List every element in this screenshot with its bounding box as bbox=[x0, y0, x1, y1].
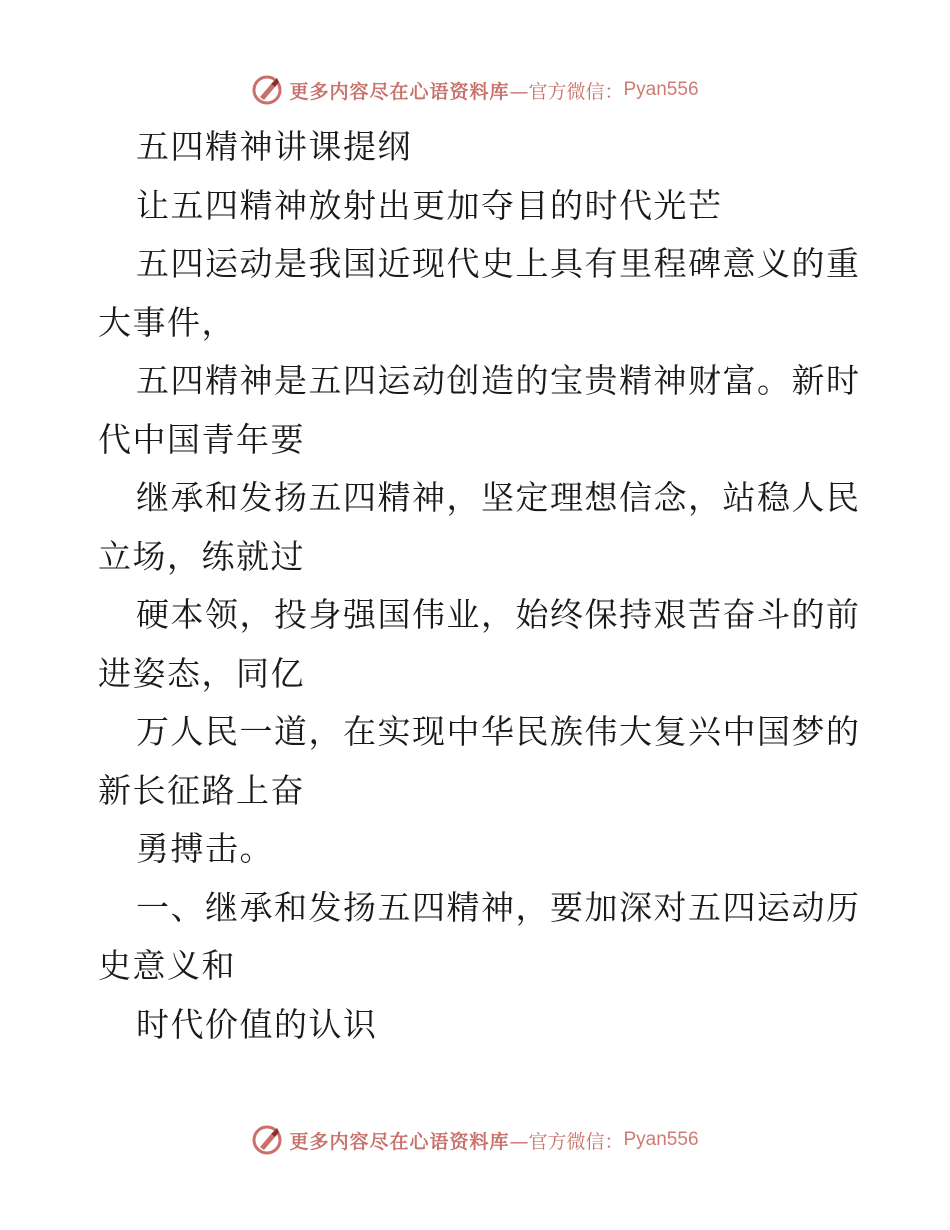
document-body bbox=[98, 118, 861, 1054]
paragraph-line: 万人民一道，在实现中华民族伟大复兴中国梦的 bbox=[136, 712, 861, 751]
paragraph-line: 立场，练就过 bbox=[98, 536, 305, 576]
paragraph-line: 五四运动是我国近现代史上具有里程碑意义的重 bbox=[136, 244, 861, 283]
banner-title: 更多内容尽在心语资料库 bbox=[289, 80, 510, 103]
pen-logo-icon bbox=[251, 74, 283, 106]
paragraph-line: 新长征路上奋 bbox=[98, 770, 305, 810]
banner-wechat-id: Pyan556 bbox=[623, 79, 699, 100]
paragraph-line: 继承和发扬五四精神，坚定理想信念，站稳人民 bbox=[136, 478, 861, 517]
pen-logo-icon bbox=[251, 1124, 283, 1156]
banner-wechat-label: —官方微信： bbox=[509, 80, 624, 103]
paragraph-line: 大事件， bbox=[98, 302, 236, 342]
section-heading-line: 一、继承和发扬五四精神，要加深对五四运动历 bbox=[136, 887, 861, 927]
footer-banner bbox=[0, 1120, 950, 1160]
paragraph-line: 代中国青年要 bbox=[98, 419, 305, 459]
section-heading-line: 时代价值的认识 bbox=[136, 1004, 378, 1044]
section-heading-line: 史意义和 bbox=[98, 946, 236, 985]
banner-wechat-id: Pyan556 bbox=[623, 1129, 699, 1150]
paragraph-line: 五四精神是五四运动创造的宝贵精神财富。新时 bbox=[136, 361, 861, 400]
header-banner bbox=[0, 70, 950, 110]
paragraph-line: 硬本领，投身强国伟业，始终保持艰苦奋斗的前 bbox=[136, 595, 861, 634]
paragraph-line: 进姿态，同亿 bbox=[98, 653, 305, 693]
paragraph-line: 勇搏击。 bbox=[136, 829, 274, 868]
doc-subtitle: 让五四精神放射出更加夺目的时代光芒 bbox=[136, 185, 723, 225]
banner-title: 更多内容尽在心语资料库 bbox=[289, 1130, 510, 1153]
doc-title: 五四精神讲课提纲 bbox=[136, 127, 412, 166]
banner-wechat-label: —官方微信： bbox=[509, 1130, 624, 1153]
